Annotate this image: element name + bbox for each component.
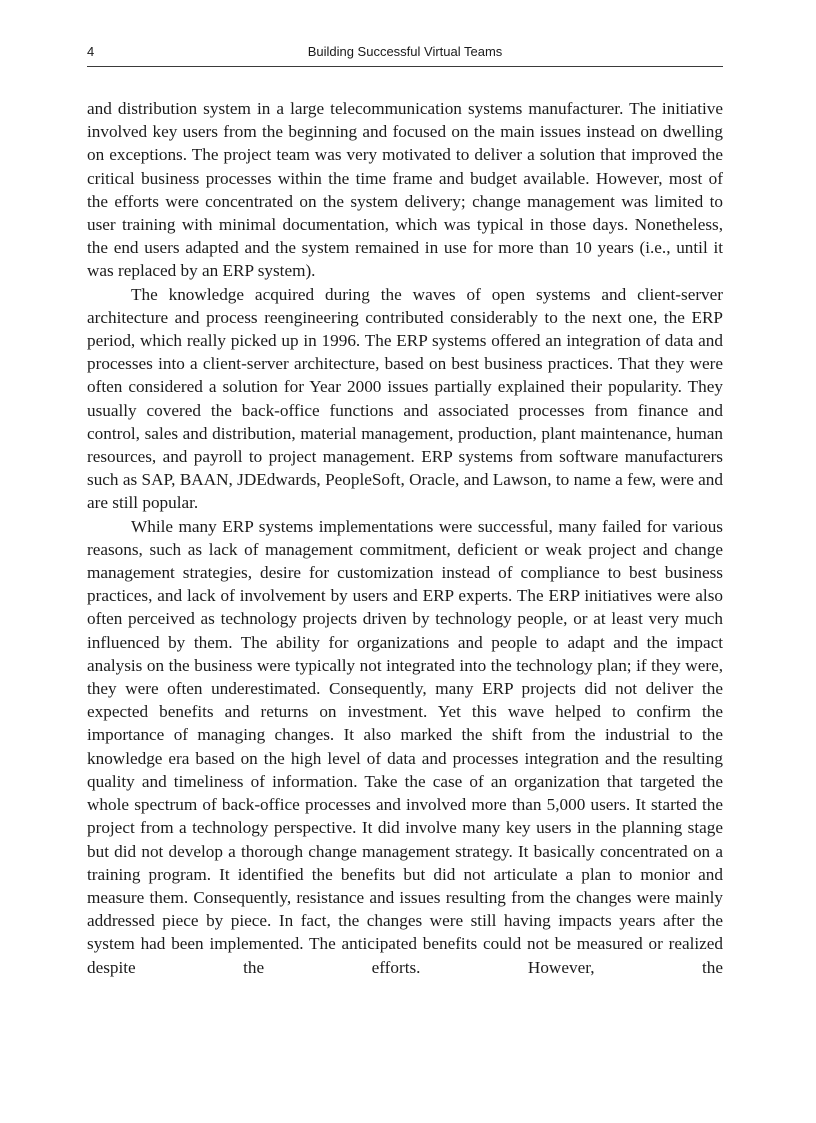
body-text (87, 97, 723, 979)
running-head (87, 44, 723, 64)
paragraph-erp-period: The knowledge acquired during the waves of open systems and client-server architecture and process reengineering contributed considerably to the next one, the ERP period, which really picked up in 1996. The ERP systems offered an integration of data and processes into a client-server architecture, based on best business practices. That they were often considered a solution for Year 2000 issues partially explained their popularity. They usually covered the back-office functions and associated processes from finance and control, sales and distribution, material management, production, plant maintenance, human resources, and payroll to project management. ERP systems from software manufacturers such as SAP, BAAN, JDEdwards, PeopleSoft, Oracle, and Lawson, to name a few, were and are still popular. (87, 284, 723, 513)
page-number: 4 (87, 44, 95, 59)
running-title: Building Successful Virtual Teams (307, 44, 503, 59)
header-rule (87, 66, 723, 67)
paragraph-erp-failures: While many ERP systems implementations were successful, many failed for various reasons, such as lack of management commitment, deficient or weak project and change management strategies, desire for customization instead of compliance to best business practices, and lack of involvement by users and ERP experts. The ERP initiatives were also often perceived as technology projects driven by technology people, or at least very much influenced by them. The ability for organizations and people to adapt and the impact analysis on the business were typically not integrated into the technology plan; if they were, they were often underestimated. Consequently, many ERP projects did not deliver the expected benefits and returns on investment. Yet this wave helped to confirm the importance of managing changes. It also marked the shift from the industrial to the knowledge era based on the high level of data and processes integration and the resulting quality and timeliness of information. Take the case of an organization that targeted the whole spectrum of back-office processes and involved more than 5,000 users. It started the project from a technology perspective. It did involve many key users in the planning stage but did not develop a thorough change management strategy. It basically concentrated on a training program. It identified the benefits but did not articulate a plan to monior and measure them. Consequently, resistance and issues resulting from the changes were mainly addressed piece by piece. In fact, the changes were still having impacts years after the system had been implemented. The anticipated benefits could not be measured or realized despite the efforts. However, the (87, 516, 723, 977)
paragraph-continued: and distribution system in a large telecommunication systems manufacturer. The initiative involved key users from the beginning and focused on the main issues instead on dwelling on exceptions. The project team was very motivated to deliver a solution that improved the critical business processes within the time frame and budget available. However, most of the efforts were concentrated on the system delivery; change management was limited to user training with minimal documentation, which was typical in those days. Nonetheless, the end users adapted and the system remained in use for more than 10 years (i.e., until it was replaced by an ERP system). (87, 99, 723, 281)
